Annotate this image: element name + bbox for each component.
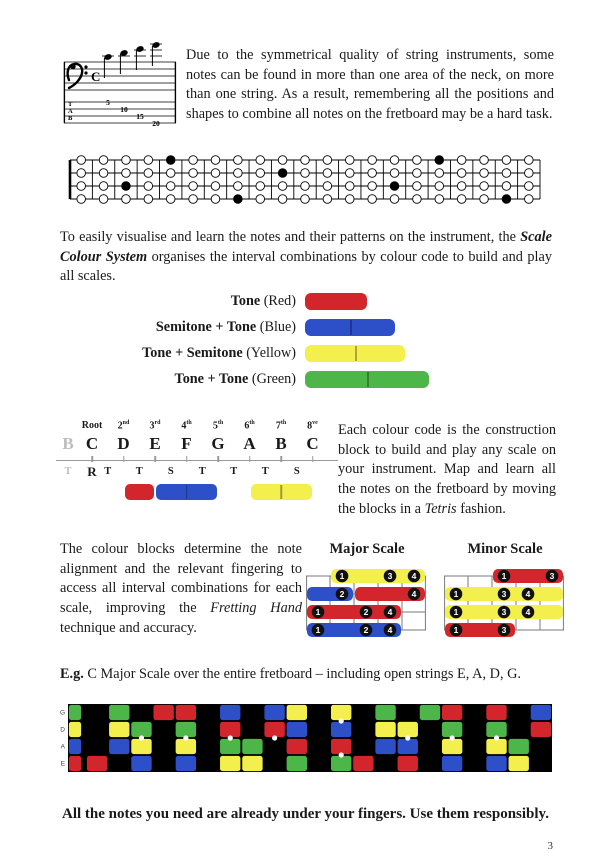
colour-fretboard-diagram	[55, 698, 555, 782]
major-scale-heading: Major Scale	[329, 541, 405, 557]
system-paragraph-before: To easily visualise and learn the notes and their patterns on the instrument, the	[60, 229, 521, 245]
svg-text:4: 4	[411, 570, 417, 581]
svg-text:1: 1	[453, 624, 459, 635]
interval-marker: T	[135, 466, 143, 477]
system-paragraph	[60, 228, 552, 287]
legend-label-rest: (Green)	[248, 370, 296, 387]
legend-label-bold: Tone	[230, 292, 261, 309]
minor-scale-diagram	[444, 566, 564, 642]
system-paragraph-emphasis: Scale Colour System	[60, 229, 552, 265]
interval-marker: S	[167, 466, 174, 477]
note-letter: B	[275, 434, 287, 453]
svg-text:C: C	[91, 69, 101, 84]
svg-text:1: 1	[315, 624, 321, 635]
ruler-line	[56, 460, 338, 461]
colour-code-emphasis: Tetris	[424, 500, 457, 517]
minor-scale-heading: Minor Scale	[467, 541, 543, 557]
legend-label-rest: (Yellow)	[242, 344, 296, 361]
legend-row-tone	[0, 290, 611, 312]
intro-paragraph: Due to the symmetrical quality of string instruments, some notes can be found in more than one area of the neck, on more than one string. As a result, remembering all the positions and shapes to combine all notes on the fretboard may be a hard task.	[186, 47, 554, 123]
legend-row-semitone-tone	[0, 316, 611, 338]
interval-marker: S	[293, 466, 300, 477]
ruler-tick	[249, 456, 251, 462]
interval-marker: T	[104, 466, 112, 477]
svg-text:1: 1	[453, 606, 459, 617]
interval-marker: T	[261, 466, 269, 477]
closing-statement: All the notes you need are already under your fingers. Use them responsibly.	[62, 806, 549, 822]
red-interval-block	[125, 484, 155, 500]
legend-label-bold: Tone + Semitone	[142, 344, 243, 361]
svg-text:3: 3	[501, 606, 507, 617]
legend-label-bold: Semitone + Tone	[155, 318, 257, 335]
block-divider	[280, 485, 282, 499]
degree-label: 5th	[212, 420, 224, 432]
legend-row-tone-tone	[0, 368, 611, 390]
svg-text:2: 2	[363, 624, 369, 635]
svg-text:A: A	[68, 108, 73, 115]
ruler-tick	[217, 456, 219, 462]
svg-text:3: 3	[501, 624, 507, 635]
blocks-emphasis: Fretting Hand	[210, 600, 303, 617]
system-paragraph-after: organises the interval combinations by colour code to build and play all scales.	[60, 248, 552, 285]
colour-code-paragraph	[338, 421, 556, 520]
legend-label-bold: Tone + Tone	[174, 370, 249, 387]
root-marker: R	[87, 464, 97, 479]
colour-code-after: fashion.	[456, 500, 506, 517]
blocks-after: technique and accuracy.	[60, 619, 197, 636]
note-letter: G	[211, 434, 225, 453]
svg-text:4: 4	[387, 624, 393, 635]
ruler-tick	[280, 456, 282, 462]
interval-marker: T	[198, 466, 206, 477]
legend-row-tone-semitone	[0, 342, 611, 364]
note-letter: E	[149, 434, 161, 453]
svg-text:2: 2	[339, 588, 345, 599]
tone-tone-green-block	[305, 371, 429, 388]
blocks-paragraph	[60, 540, 302, 639]
degree-label: 3rd	[149, 420, 161, 432]
blocks-before: The colour blocks determine the note alignment and the relevant fingering to access all interval combinations for each scale, improving the	[60, 541, 302, 617]
page-number: 3	[547, 840, 553, 852]
legend-label-rest: (Blue)	[256, 318, 296, 335]
degree-label: $8^{ve}$	[307, 420, 318, 432]
ruler-tick	[186, 456, 188, 462]
svg-text:15: 15	[136, 111, 144, 121]
note-letter: A	[243, 434, 256, 453]
tone-red-block	[305, 293, 367, 310]
ruler-tick	[123, 456, 125, 462]
ghost-note: B	[62, 434, 74, 453]
svg-text:B: B	[68, 115, 73, 122]
note-letter: C	[85, 434, 99, 453]
degree-label: 2nd	[117, 420, 130, 432]
svg-text:3: 3	[549, 570, 555, 581]
segment-divider	[355, 346, 357, 361]
block-divider	[186, 485, 188, 499]
music-notation-staff	[56, 40, 184, 135]
interval-marker: T	[230, 466, 238, 477]
legend-label-rest: (Red)	[260, 292, 296, 309]
svg-text:4: 4	[411, 588, 417, 599]
svg-text:5: 5	[106, 97, 110, 107]
svg-text:2: 2	[363, 606, 369, 617]
example-line	[60, 666, 562, 683]
legend-label-tone	[0, 293, 305, 310]
semitone-tone-blue-block	[305, 319, 395, 336]
svg-text:G: G	[59, 709, 65, 717]
note-letter: F	[181, 434, 192, 453]
ruler-tick	[91, 456, 93, 462]
svg-text:1: 1	[315, 606, 321, 617]
svg-text:D: D	[60, 726, 65, 734]
svg-text:1: 1	[339, 570, 345, 581]
example-line-bold: E.g.	[60, 666, 84, 682]
degree-label: 6th	[244, 420, 255, 432]
ghost-marker: T	[64, 466, 72, 477]
svg-text:3: 3	[387, 570, 393, 581]
svg-text:4: 4	[525, 588, 531, 599]
interval-diagram	[56, 420, 346, 512]
tone-semitone-yellow-block	[305, 345, 405, 362]
example-line-text: C Major Scale over the entire fretboard – including open strings E, A, D, G.	[83, 666, 521, 682]
legend-label-semitone-tone	[0, 319, 305, 336]
segment-divider	[367, 372, 369, 387]
fretboard-notes-diagram	[62, 150, 548, 210]
svg-text:1: 1	[501, 570, 507, 581]
svg-text:A: A	[60, 743, 65, 751]
note-letter: D	[117, 434, 130, 453]
segment-divider	[350, 320, 352, 335]
svg-text:E: E	[60, 760, 65, 768]
major-scale-diagram	[306, 566, 426, 642]
svg-text:3: 3	[501, 588, 507, 599]
svg-text:T: T	[68, 101, 73, 108]
svg-text:10: 10	[120, 104, 128, 114]
degree-label: 7th	[275, 420, 287, 432]
legend-label-tone-tone	[0, 371, 305, 388]
note-letter: C	[306, 434, 319, 453]
degree-label: 4th	[181, 420, 192, 432]
ruler-tick	[154, 456, 156, 462]
legend-label-tone-semitone	[0, 345, 305, 362]
degree-label: Root	[81, 420, 103, 431]
svg-text:20: 20	[152, 118, 160, 128]
colour-code-before: Each colour code is the construction block to build and play any scale on your instrument. Map and learn all the notes on the fretboard by moving the blocks in a	[338, 422, 556, 517]
svg-text:4: 4	[387, 606, 393, 617]
svg-text:1: 1	[453, 588, 459, 599]
svg-text:4: 4	[525, 606, 531, 617]
ruler-tick	[312, 456, 314, 462]
